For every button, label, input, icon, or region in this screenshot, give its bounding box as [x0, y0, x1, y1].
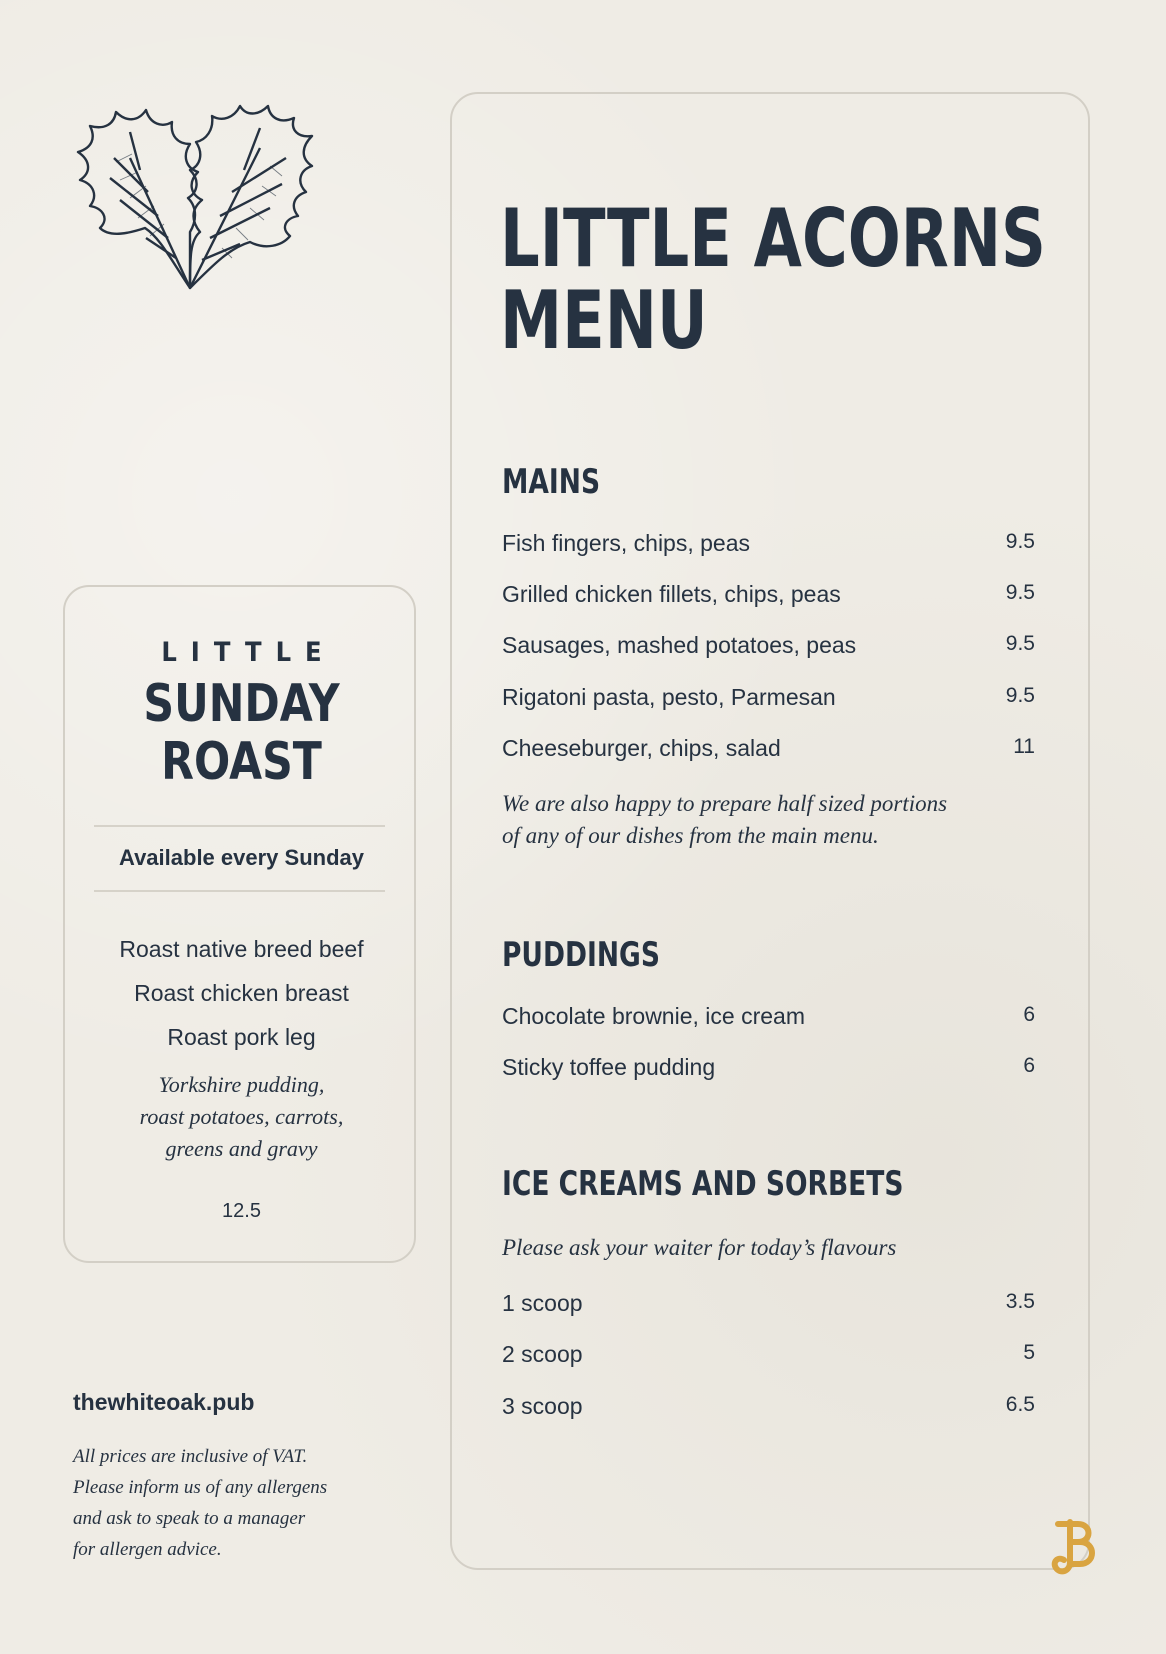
roast-side-line: roast potatoes, carrots,	[139, 1104, 344, 1129]
roast-item: Roast chicken breast	[134, 980, 349, 1006]
roast-sides	[65, 1069, 418, 1165]
menu-item-name: Sticky toffee pudding	[502, 1054, 716, 1080]
menu-item-price: 6.5	[1005, 1393, 1035, 1416]
footer-note-line: Please inform us of any allergens	[73, 1477, 328, 1498]
menu-item-price: 6	[1023, 1003, 1035, 1026]
menu-item-name: 2 scoop	[502, 1341, 583, 1367]
menu-item	[502, 1393, 1035, 1427]
roast-item: Roast native breed beef	[119, 936, 364, 962]
roast-side-line: greens and gravy	[165, 1136, 318, 1161]
menu-item	[502, 735, 1035, 769]
menu-item	[502, 1341, 1035, 1375]
menu-item	[502, 530, 1035, 564]
menu-item-name: Sausages, mashed potatoes, peas	[502, 632, 857, 658]
menu-item-price: 9.5	[1005, 632, 1035, 655]
menu-item-name: Chocolate brownie, ice cream	[502, 1003, 805, 1029]
note-line: We are also happy to prepare half sized portions	[502, 791, 948, 816]
roast-item: Roast pork leg	[167, 1024, 316, 1050]
roast-price: 12.5	[222, 1200, 261, 1222]
menu-item-name: Cheeseburger, chips, salad	[502, 735, 781, 761]
footer-notes	[73, 1441, 373, 1565]
menu-item	[502, 632, 1035, 666]
section-heading-puddings: PUDDINGS	[502, 935, 660, 975]
divider	[94, 890, 385, 892]
roast-availability: Available every Sunday	[119, 845, 364, 870]
roast-side-line: Yorkshire pudding,	[158, 1072, 325, 1097]
roast-title	[97, 675, 386, 791]
menu-item	[502, 1003, 1035, 1037]
roast-items	[65, 927, 418, 1059]
website-link[interactable]: thewhiteoak.pub	[73, 1389, 255, 1415]
menu-item-name: 3 scoop	[502, 1393, 583, 1419]
roast-title-line1: SUNDAY	[143, 674, 340, 734]
menu-item-price: 9.5	[1005, 684, 1035, 707]
menu-title	[500, 192, 1046, 367]
note-line: of any of our dishes from the main menu.	[502, 823, 879, 848]
footer-note-line: for allergen advice.	[73, 1539, 222, 1560]
menu-item	[502, 684, 1035, 718]
section-heading-mains: MAINS	[502, 462, 601, 502]
menu-item-price: 9.5	[1005, 581, 1035, 604]
section-heading-ice-creams: ICE CREAMS AND SORBETS	[502, 1164, 904, 1204]
flavours-note: Please ask your waiter for today’s flavours	[502, 1235, 897, 1260]
half-portion-note	[502, 788, 947, 852]
menu-item-price: 3.5	[1005, 1290, 1035, 1313]
oak-leaf-icon	[50, 88, 350, 310]
menu-title-line1: LITTLE ACORNS	[500, 192, 1046, 285]
divider	[94, 825, 385, 827]
menu-item-name: 1 scoop	[502, 1290, 583, 1316]
brand-monogram-icon	[1048, 1516, 1102, 1580]
footer-note-line: and ask to speak to a manager	[73, 1508, 306, 1529]
menu-item	[502, 1290, 1035, 1324]
menu-item-price: 11	[1013, 735, 1035, 758]
menu-item	[502, 1054, 1035, 1088]
footer-note-line: All prices are inclusive of VAT.	[73, 1446, 308, 1467]
menu-item-name: Fish fingers, chips, peas	[502, 530, 751, 556]
menu-item-name: Rigatoni pasta, pesto, Parmesan	[502, 684, 836, 710]
sunday-roast-panel	[63, 585, 416, 1263]
menu-title-line2: MENU	[500, 274, 708, 367]
menu-item-price: 6	[1023, 1054, 1035, 1077]
menu-item-price: 5	[1023, 1341, 1035, 1364]
menu-item-name: Grilled chicken fillets, chips, peas	[502, 581, 841, 607]
roast-kicker: LITTLE	[161, 637, 336, 668]
roast-title-line2: ROAST	[161, 732, 322, 792]
menu-item	[502, 581, 1035, 615]
menu-item-price: 9.5	[1005, 530, 1035, 553]
